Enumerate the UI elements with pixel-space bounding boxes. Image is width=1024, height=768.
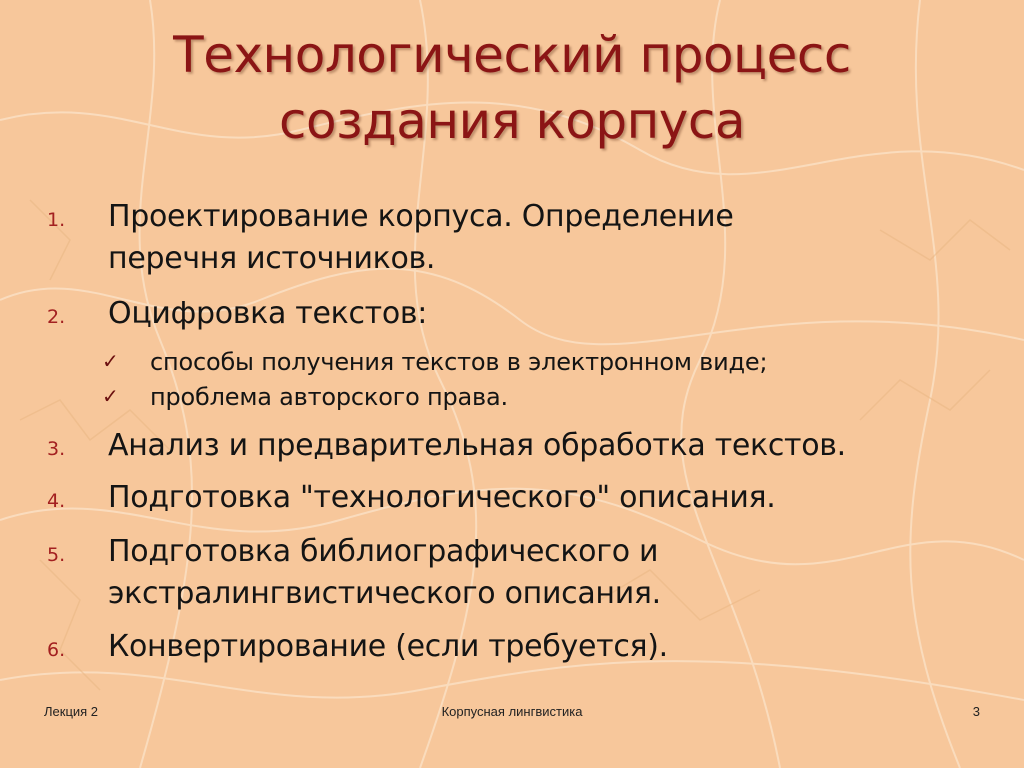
item-number: 4. (47, 490, 66, 512)
title-line-2: создания корпуса (279, 92, 745, 150)
checkmark-icon: ✓ (102, 349, 119, 373)
item-number: 3. (47, 438, 66, 460)
footer-course-title: Корпусная лингвистика (441, 704, 583, 719)
item-text (108, 293, 988, 335)
item-text-line: Конвертирование (если требуется). (108, 629, 668, 664)
footer-page-number: 3 (972, 704, 980, 719)
item-text (108, 425, 988, 467)
sub-item-text: проблема авторского права. (150, 383, 508, 411)
item-text-line: Анализ и предварительная обработка текстов. (108, 428, 846, 463)
footer-lecture-label: Лекция 2 (44, 704, 99, 719)
item-text-line: Оцифровка текстов: (108, 296, 428, 331)
item-text (108, 196, 988, 280)
item-text-line: перечня источников. (108, 241, 436, 276)
item-number: 5. (47, 544, 66, 566)
item-text (108, 531, 988, 615)
item-text-line: экстралингвистического описания. (108, 576, 661, 611)
item-text-line: Проектирование корпуса. Определение (108, 199, 734, 234)
item-number: 6. (47, 639, 66, 661)
sub-item-text: способы получения текстов в электронном виде; (150, 348, 768, 376)
checkmark-icon: ✓ (102, 384, 119, 408)
item-text (108, 477, 988, 519)
item-number: 1. (47, 209, 66, 231)
item-text-line: Подготовка "технологического" описания. (108, 480, 776, 515)
item-text-line: Подготовка библиографического и (108, 534, 659, 569)
item-number: 2. (47, 306, 66, 328)
item-text (108, 626, 988, 668)
title-line-1: Технологический процесс (173, 26, 851, 84)
